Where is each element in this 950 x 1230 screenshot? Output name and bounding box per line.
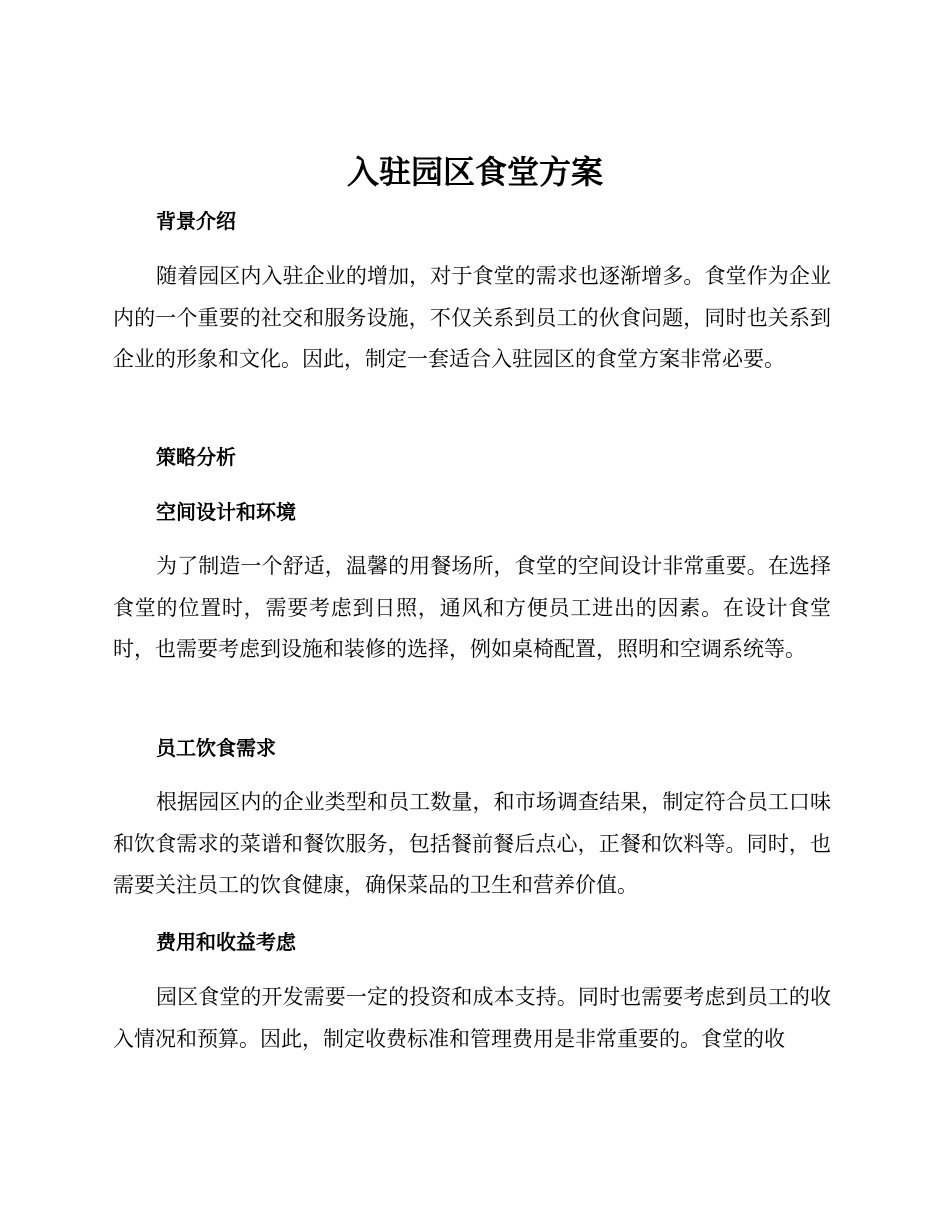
section-heading-employee-diet: 员工饮食需求 xyxy=(156,736,276,760)
section-paragraph-background: 随着园区内入驻企业的增加，对于食堂的需求也逐渐增多。食堂作为企业内的一个重要的社交和服务设施，不仅关系到员工的伙食问题，同时也关系到企业的形象和文化。因此，制定一套适合入驻园区的食堂方案非常必要。 xyxy=(113,264,831,371)
document-title: 入驻园区食堂方案 xyxy=(346,153,603,191)
section-heading-space-design: 空间设计和环境 xyxy=(156,500,296,524)
section-paragraph-space-design: 为了制造一个舒适，温馨的用餐场所，食堂的空间设计非常重要。在选择食堂的位置时，需要考虑到日照，通风和方便员工进出的因素。在设计食堂时，也需要考虑到设施和装修的选择，例如桌椅配置，照明和空调系统等。 xyxy=(113,554,831,661)
section-paragraph-cost-revenue: 园区食堂的开发需要一定的投资和成本支持。同时也需要考虑到员工的收入情况和预算。因此，制定收费标准和管理费用是非常重要的。食堂的收 xyxy=(113,985,831,1051)
section-paragraph-employee-diet: 根据园区内的企业类型和员工数量，和市场调查结果，制定符合员工口味和饮食需求的菜谱和餐饮服务，包括餐前餐后点心，正餐和饮料等。同时，也需要关注员工的饮食健康，确保菜品的卫生和营养价值。 xyxy=(113,790,831,897)
section-heading-strategy: 策略分析 xyxy=(156,445,236,469)
section-heading-background: 背景介绍 xyxy=(156,209,236,233)
section-heading-cost-revenue: 费用和收益考虑 xyxy=(156,930,296,954)
